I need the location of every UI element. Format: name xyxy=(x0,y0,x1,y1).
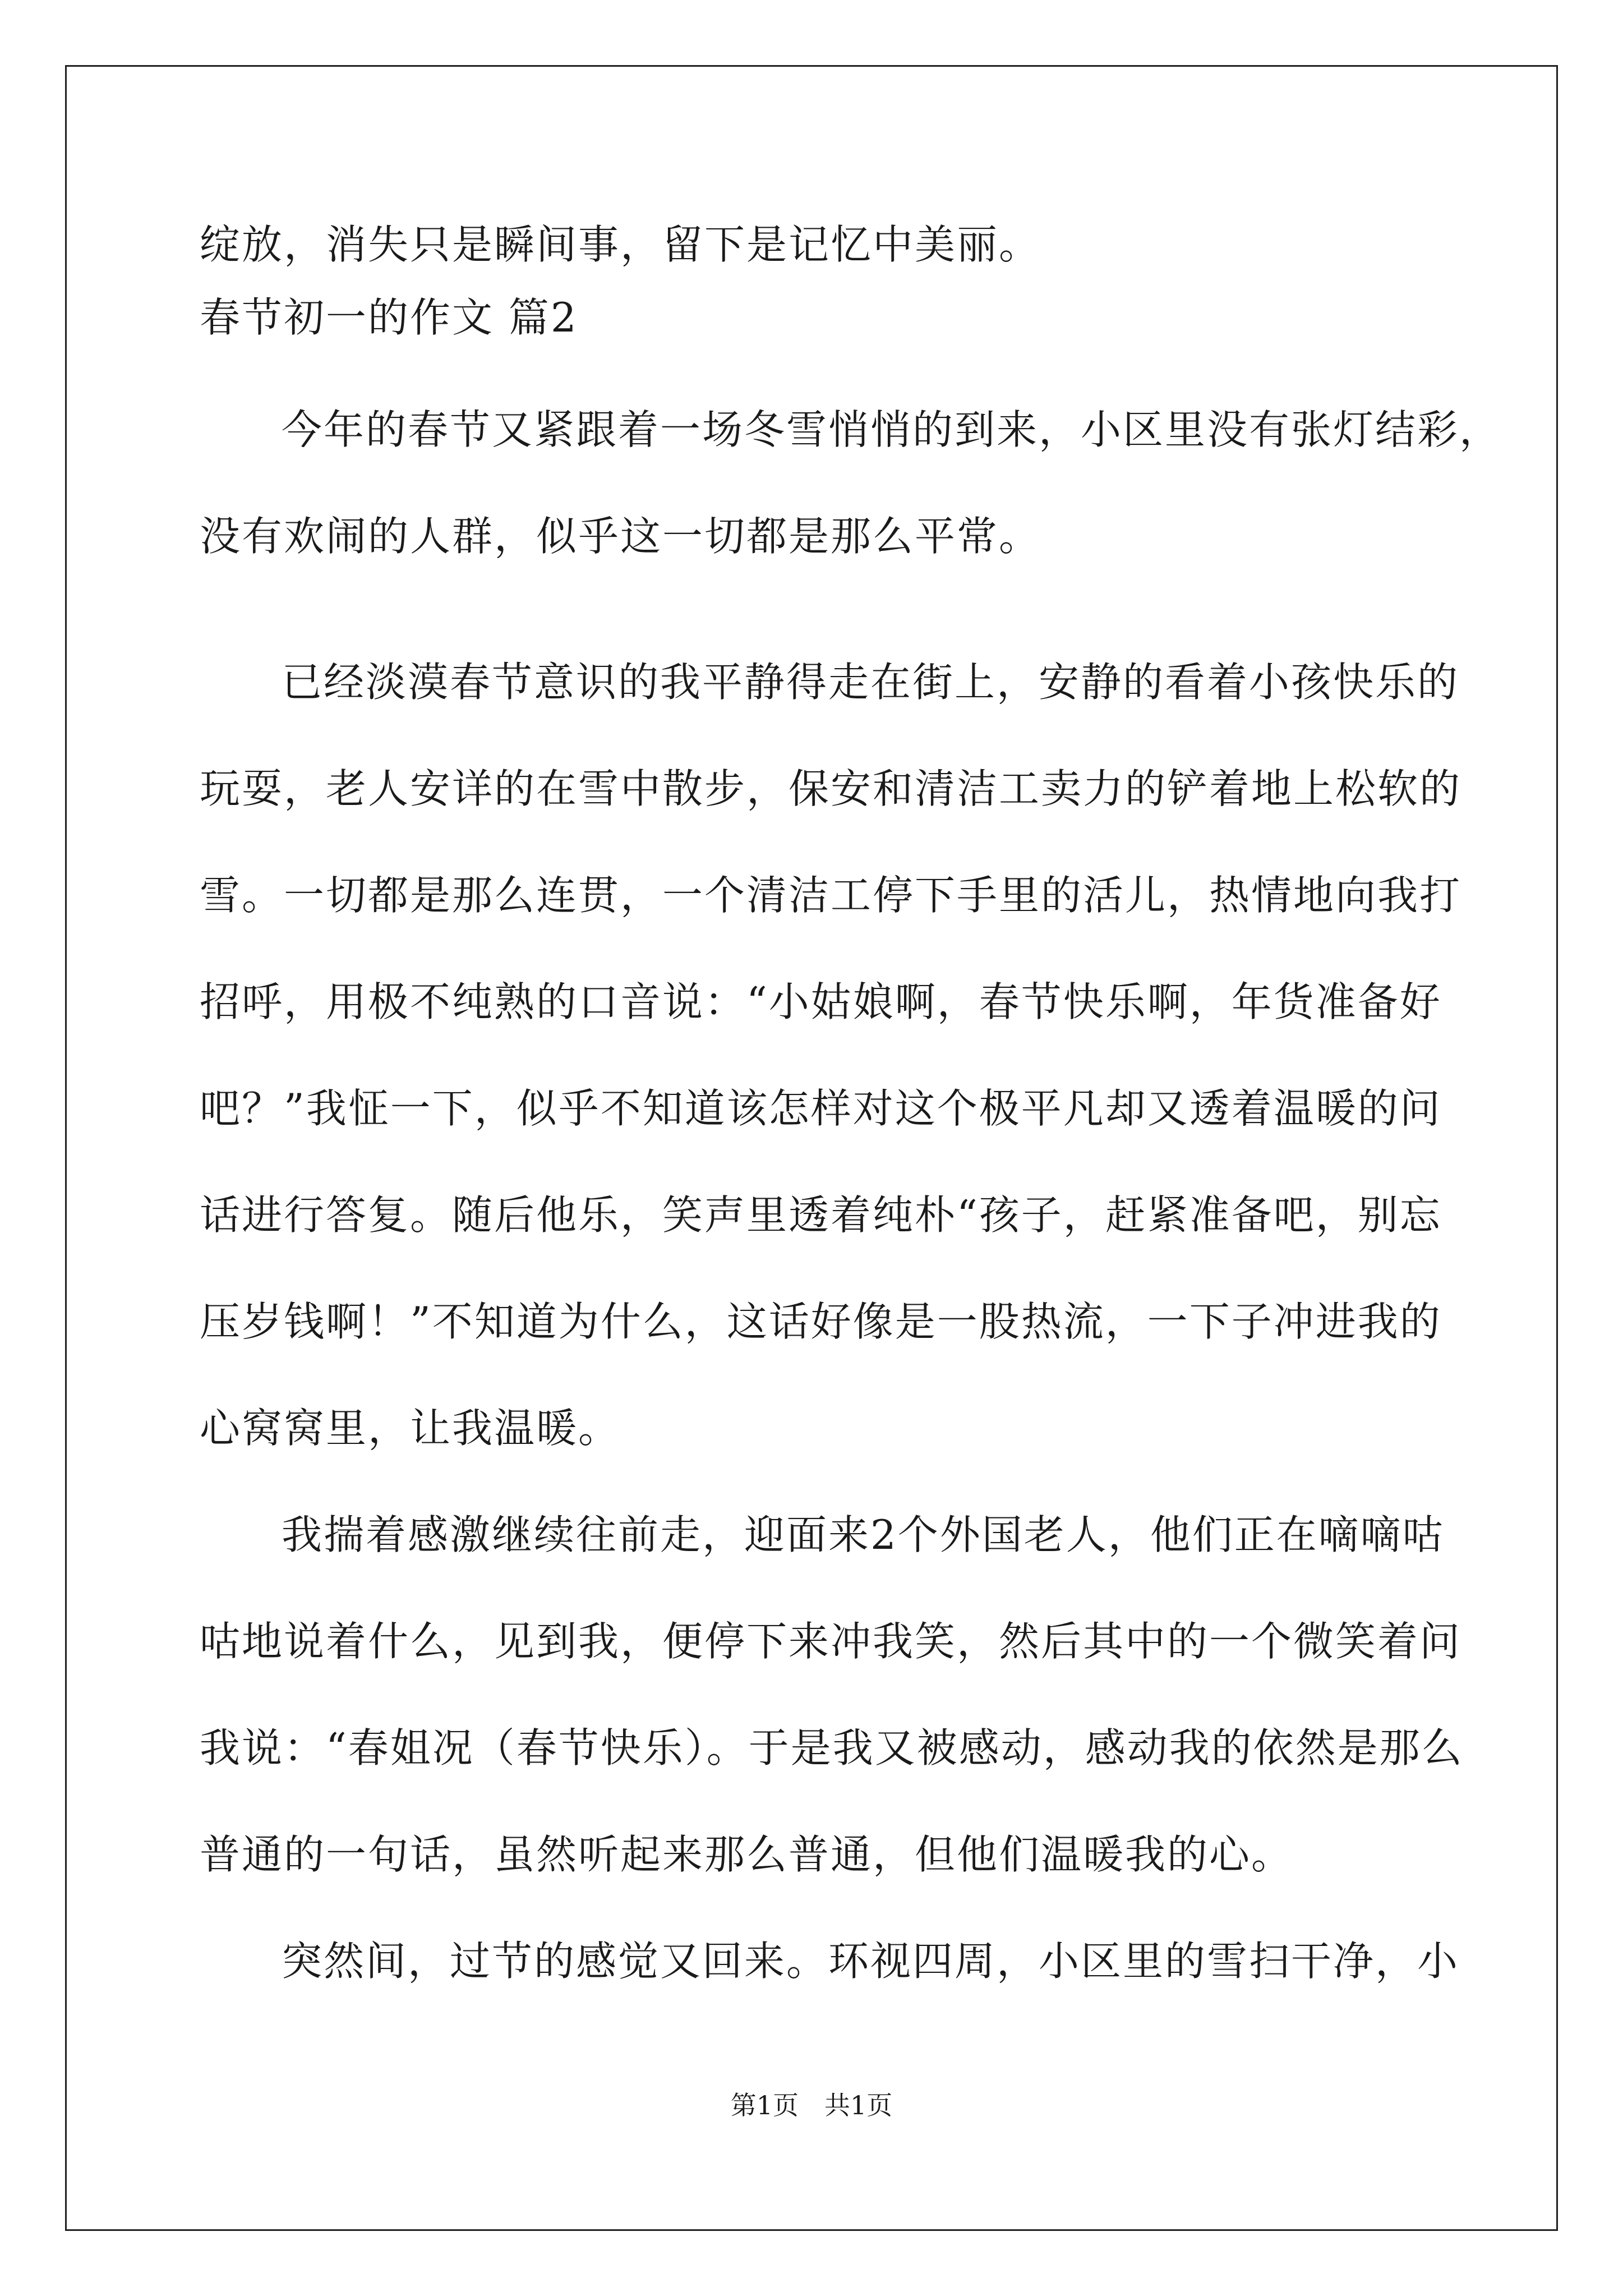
paragraph-line: 咕地说着什么，见到我，便停下来冲我笑，然后其中的一个微笑着问 xyxy=(200,1618,1462,1665)
paragraph-line: 突然间，过节的感觉又回来。环视四周，小区里的雪扫干净，小 xyxy=(282,1938,1460,1985)
paragraph-line: 普通的一句话，虽然听起来那么普通，但他们温暖我的心。 xyxy=(200,1831,1294,1878)
section-heading: 春节初一的作文 篇2 xyxy=(200,294,578,341)
paragraph-line: 玩耍，老人安详的在雪中散步，保安和清洁工卖力的铲着地上松软的 xyxy=(200,765,1462,812)
paragraph-line: 话进行答复。随后他乐，笑声里透着纯朴“孩子，赶紧准备吧，别忘 xyxy=(200,1191,1442,1239)
paragraph-line: 压岁钱啊！”不知道为什么，这话好像是一股热流，一下子冲进我的 xyxy=(200,1298,1442,1345)
paragraph-line: 我说：“春姐况（春节快乐）。于是我又被感动，感动我的依然是那么 xyxy=(200,1724,1464,1772)
paragraph-line: 招呼，用极不纯熟的口音说：“小姑娘啊，春节快乐啊，年货准备好 xyxy=(200,978,1442,1025)
paragraph-line: 绽放，消失只是瞬间事，留下是记忆中美丽。 xyxy=(200,221,1041,268)
page-border xyxy=(65,65,1558,2231)
paragraph-line: 已经淡漠春节意识的我平静得走在街上，安静的看着小孩快乐的 xyxy=(282,659,1460,706)
page-number-footer: 第1页 共1页 xyxy=(730,2090,893,2120)
paragraph-line: 吧？”我怔一下，似乎不知道该怎样对这个极平凡却又透着温暖的问 xyxy=(200,1085,1442,1132)
paragraph-line: 我揣着感激继续往前走，迎面来2个外国老人，他们正在嘀嘀咕 xyxy=(282,1511,1445,1558)
paragraph-line: 雪。一切都是那么连贯，一个清洁工停下手里的活儿，热情地向我打 xyxy=(200,872,1462,919)
paragraph-line: 没有欢闹的人群，似乎这一切都是那么平常。 xyxy=(200,513,1041,560)
paragraph-line: 心窝窝里，让我温暖。 xyxy=(200,1405,621,1452)
paragraph-line: 今年的春节又紧跟着一场冬雪悄悄的到来，小区里没有张灯结彩， xyxy=(282,406,1502,453)
